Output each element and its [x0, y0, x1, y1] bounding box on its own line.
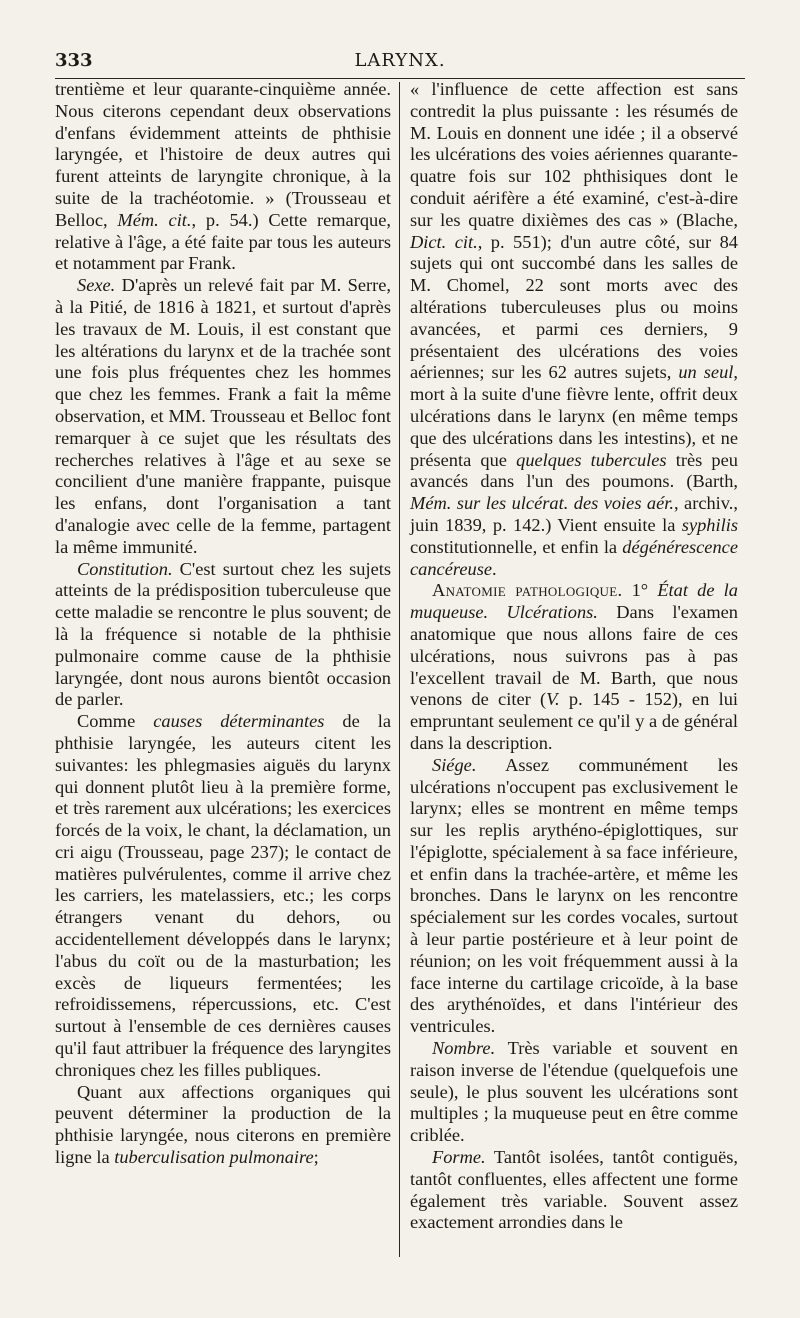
italic-text: syphilis	[681, 514, 738, 535]
section-label: Constitution.	[77, 558, 173, 579]
body-text: 1°	[622, 580, 658, 601]
body-text: p. 145 - 152), en lui empruntant seulement ce qu'il y a de général dans la description.	[410, 689, 739, 753]
italic-text: Mém. sur les ulcérat. des voies aér.	[410, 493, 674, 514]
italic-text: un seul	[678, 362, 734, 383]
section-label: Nombre.	[432, 1038, 496, 1059]
section-heading: Anatomie pathologique.	[432, 580, 623, 601]
body-text: .	[492, 558, 497, 579]
paragraph	[410, 1147, 738, 1234]
page-header	[55, 48, 745, 79]
body-text: C'est surtout chez les sujets atteints de la prédisposition tuberculeuse que cette maladie se rencontre le plus souvent; de là la fréquence si notable de la phthisie pulmonaire comme cause de la phthisie laryngée, dont nous aurons bientôt occasion de parler.	[55, 558, 391, 710]
paragraph	[55, 275, 391, 558]
paragraph	[55, 559, 391, 712]
left-column	[55, 79, 391, 1269]
paragraph	[55, 711, 391, 1082]
body-text: , p. 54.) Cette remarque, relative à l'âge, a été faite par tous les auteurs et notamment par Frank.	[55, 209, 391, 274]
body-text: très peu avancés dans l'un des poumons. (Barth,	[410, 449, 738, 492]
body-text: Comme	[77, 711, 154, 732]
body-text: constitutionnelle, et enfin la	[410, 536, 623, 557]
running-title: LARYNX.	[354, 50, 446, 71]
body-text: Quant aux affections organiques qui peuvent déterminer la production de la phthisie laryngée, nous citerons en première ligne la	[55, 1081, 391, 1168]
italic-text: État de la muqueuse. Ulcérations.	[410, 580, 738, 623]
section-label: Forme.	[432, 1147, 486, 1168]
italic-text: quelques tubercules	[516, 449, 667, 470]
body-text: , mort à la suite d'une fièvre lente, offrit deux ulcérations dans le larynx (en même temps que des ulcérations dans les intestins), et ne présenta que	[410, 362, 738, 470]
body-text: , p. 551); d'un autre côté, sur 84 sujets qui ont succombé dans les salles de M. Chomel, 22 sont morts avec des altérations tuberculeuses plus ou moins avancées, et parmi ces derniers, 9 présentaient des ulcérations des voies aériennes; sur les 62 autres sujets,	[410, 231, 738, 383]
paragraph	[55, 1082, 391, 1169]
section-label: Siége.	[432, 754, 477, 775]
paragraph	[410, 79, 738, 580]
right-column	[410, 79, 738, 1269]
body-text: Très variable et souvent en raison inverse de l'étendue (quelquefois une seule), le plus souvent les ulcérations sont multiples ; la muqueuse peut en être comme criblée.	[410, 1038, 738, 1146]
body-text: ;	[313, 1147, 319, 1168]
body-text: , archiv., juin 1839, p. 142.) Vient ensuite la	[410, 493, 738, 535]
paragraph	[55, 79, 391, 275]
body-text: D'après un relevé fait par M. Serre, à la Pitié, de 1816 à 1821, et surtout d'après les travaux de M. Louis, il est constant que les altérations du larynx et de la trachée sont une fois plus fréquentes chez les hommes que chez les femmes. Frank a fait la même observation, et MM. Trousseau et Belloc font remarquer à ce sujet que les résultats des recherches relatives à l'âge et au sexe se concilient d'une manière frappante, puisque les enfans, dont l'organisation a tant d'analogie avec celle de la femme, partagent la même immunité.	[55, 275, 391, 557]
body-text: trentième et leur quarante-cinquième année. Nous citerons cependant deux observations d'enfans évidemment atteints de phthisie laryngée, et l'histoire de deux autres qui furent atteints de laryngite chronique, à la suite de la trachéotomie. » (Trousseau et Belloc,	[55, 79, 391, 230]
body-text: « l'influence de cette affection est sans contredit la plus puissante : les résumés de M. Louis en donnent une idée ; il a observé les ulcérations des voies aériennes quarante-quatre fois sur 102 phthisiques dont le conduit aérifère a été examiné, c'est-à-dire sur les quatre dixièmes des cas » (Blache,	[410, 79, 738, 230]
italic-text: V.	[546, 689, 560, 710]
italic-text: Mém. cit.	[117, 209, 192, 230]
body-text: Dans l'examen anatomique que nous allons faire de ces ulcérations, nous suivrons pas à pas l'excellent travail de M. Barth, que nous venons de citer (	[410, 602, 738, 710]
column-divider	[399, 82, 400, 1257]
paragraph	[410, 580, 738, 754]
body-text: Tantôt isolées, tantôt contiguës, tantôt confluentes, elles affectent une forme également très variable. Souvent assez exactement arrondies dans le	[410, 1147, 738, 1233]
italic-text: tuberculisation pulmonaire	[114, 1147, 314, 1168]
italic-text: dégénérescence cancéreuse	[410, 536, 738, 579]
body-text: Assez communément les ulcérations n'occupent pas exclusivement le larynx; elles se montrent en même temps sur les replis arythéno-épiglottiques, sur l'épiglotte, spécialement à sa face inférieure, et enfin dans la trachée-artère, et même les bronches. Dans le larynx on les rencontre spécialement sur les cordes vocales, surtout à leur partie postérieure et à leur point de réunion; on les voit fréquemment aussi à la face interne du cartilage cricoïde, à la base des arythénoïdes, et dans l'intérieur des ventricules.	[410, 754, 738, 1037]
page-number: 333	[55, 50, 93, 71]
paragraph	[410, 755, 738, 1038]
body-text: de la phthisie laryngée, les auteurs citent les suivantes: les phlegmasies aiguës du larynx qui donnent plutôt lieu à la première forme, et très rarement aux ulcérations; les exercices forcés de la voix, le chant, la déclamation, un cri aigu (Trousseau, page 237); le contact de matières pulvérulentes, comme il arrive chez les carriers, les matelassiers, etc.; les corps étrangers venant du dehors, ou accidentellement développés dans le larynx; l'abus du coït ou de la masturbation; les excès de liqueurs fermentées; les refroidissemens, répercussions, etc. C'est surtout à l'ensemble de ces dernières causes qu'il faut attribuer la fréquence des laryngites chroniques chez les filles publiques.	[55, 711, 391, 1080]
paragraph	[410, 1038, 738, 1147]
italic-text: causes déterminantes	[153, 711, 325, 732]
section-label: Sexe.	[77, 275, 116, 296]
italic-text: Dict. cit.	[410, 231, 478, 252]
